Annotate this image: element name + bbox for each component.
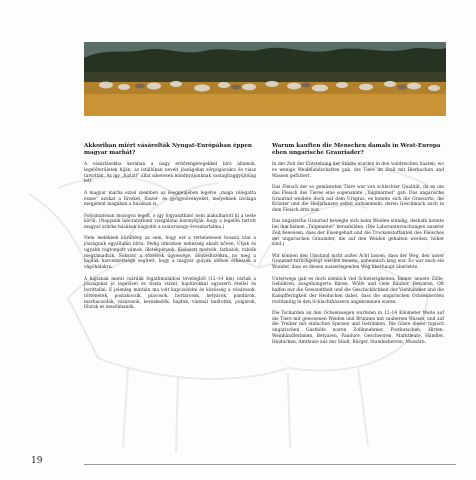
- german-heading: Warum kauften die Menschen damals in West-Europa eben ungarische Grauriader?: [272, 143, 441, 156]
- hungarian-heading: Akkoriban miért vásárolták Nyugat-Európában éppen magyar marhát?: [84, 143, 252, 156]
- german-paragraph-2: Das Fleisch der so gemästeten Tiere war von schlechter Qualität, da es um das Fleisch des Tieres eine sogenannte „Talgmarmel” gab. Das ungarische Graurind weidete doch auf dem Ursgras, es konnte sich die Grassorte, die Kräuter und die Heilpflanzen selbst aufsammeln, deren Geschmack auch in dem Fleisch drin war.: [272, 185, 444, 214]
- hungarian-column: [84, 143, 256, 317]
- german-paragraph-4: Wir können den Umstand nicht außer Acht lassen, dass der Weg, den unser Graurind zurückgelegt werden musste, unheimlich lang war. Es war auch ein Wunder, dass es diesen ausserlegenden Weg überhaupt überlebte.: [272, 253, 444, 271]
- footer-rule: [84, 464, 456, 465]
- hungarian-paragraph-4: Nem meléknek körültény az sem, hogy ezt a rettenetesen hosszú utat a jószágunk egyáltalán bírta. Pedig útközben nehézség akadt bőven. Útjuk és ugyabb rágtomjott vámok, illetékpénzek. Kielezett medvék, farkasok, rablók megtámadták. Sokszor a tőzsérek ügyessége, döntéshozókra, no meg a hajdúk harcedzettsége segített, hogy a magyar gulyák időben érkezzék a vágóhídakra.: [84, 236, 256, 271]
- page-number: 19: [31, 456, 43, 466]
- hungarian-paragraph-3: Folyamatosan mozogva legelt, s így fogyasztható nem alakulhatott ki a teste körül. (Napjaink laboratóriumi vizsgálatai bizonyítják, hogy a legelőn tartott magyar szürke húsának nagyobb a szaturozogy-övvsatartalma.): [84, 213, 256, 231]
- hungarian-paragraph-2: A magyar marha ezzel szemben az őseggenjében legelve „maga válogatta össze” azokat a füveket, füszer- és gyógynövényeket, melyeknek ízvilága megjelent magában a húsában is.: [84, 190, 256, 208]
- german-paragraph-1: In der Zeit der Entstehung der Städte wurden in den waldreichen Saaten, wo es wenige Weidelandschaften gab, die Tiere im Stall mit Bierkuchen und Wassen gefüttert.: [272, 162, 444, 179]
- hungarian-paragraph-1: A vásárlásokba korában a nagy erdőrengetegekkel bíró államok, legelőterületek híján, az istállóban nevelt jószágokat sörpogácsára és viasz tartották. Az így „hizlalt” állat sikeresen mindnyájunknak vastagítaggyújtólag lett.: [84, 162, 256, 185]
- german-column: [272, 143, 444, 351]
- german-paragraph-5: Unterwegs gab es doch ziemlich viel Schwierigkeiten: Immer neuere Zölle, Gebühren, ausgehungerte Bären, Wölfe und viele Räuber, Betyaren. Oft halfen nur die Gewandtheit und die Geschicklichkeit der Viehhändler und die Kampffertigkeit der Heiducken dabei, dass die ungarischen Ochsenherden rechtzeitig in den Schlachthäusern angekommen waren.: [272, 276, 444, 305]
- german-paragraph-3: Das ungarische Graurind bewegte sich beim Weiden ständig, deshalb konnte bei ihm keinen „Talgmantel” heranbilden. (Die Laboruntersuchungen unserer Zeit beweisen, dass der Eisengehalt und die Trockenstoffanteil des Fleisches der ungarischen Grauinder, die auf den Weiden gehalten werden, höher sind.): [272, 219, 444, 248]
- hungarian-paragraph-5: A hajtának menti csárdák fogatlimuládosi tévelégből (12–14 km) vártak a jószágokat jó legelővel és tiszta vízzel, hajdúrokkal egyszerű étellel és borittallal. E jelenleg mintáin ma volt kapcsolódni és közösség a vásárosok, történetek, postakocsik, piacosok, bortárosok, hetyárok, pandúrok, marhacsodák, vásárosok, kereskedők, hajdúk, vámnál tanítottik, polgárok, főurak és mezőimanók.: [84, 276, 256, 311]
- german-paragraph-6: Die Tscharden an den Ochsenwegen warteten in 12–14 Kilometer Weite auf die Tiere mit gewesenen Weiden und Brunnen mit sauberem Wasser, und auf die Treiber mit einfachen Speisen und Getränken. Die Gäste dieser typisch ungarischen Gasthöfe waren Zollinnehmer, Postkutschen, Hirten, Weinhändlerinnen, Betyaren, Pandure, Geschworen, Marktleute, Händler, Heiducken, Amtleute aus der Stadt, Bürger, Standesherren, Mussärn.: [272, 310, 444, 345]
- cattle-herd-photo: [84, 42, 446, 116]
